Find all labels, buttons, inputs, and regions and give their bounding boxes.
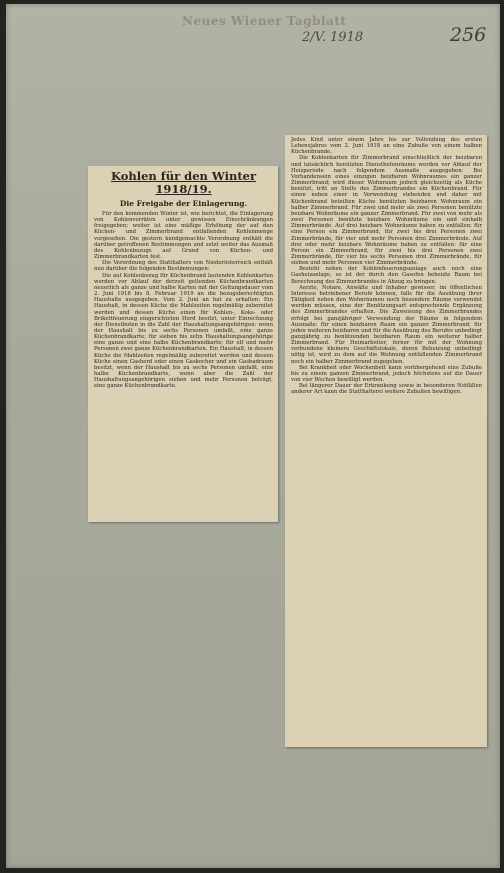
article-paragraph: Bei Krankheit oder Wochenbett kann vorübergehend eine Zubuße bis zu einem ganzen Zimmerbrand, jedoch höchstens auf die Dauer von vier Wochen bewilligt werden. [291,364,482,384]
right-newspaper-clipping [285,135,487,747]
article-paragraph: Die Verordnung des Statthalters von Niederösterreich enthält nun darüber die folgenden Bestimmungen: [94,260,273,273]
article-paragraph: Jedes Kind unter einem Jahre bis zur Vollendung des ersten Lebensjahres vom 2. Juni 1918 an eine Zubuße von einem halben Küchenbrande. [291,137,482,156]
article-subtitle: Die Freigabe der Einlagerung. [119,199,248,208]
article-paragraph: Für den kommenden Winter ist, wie berichtet, die Einlagerung von Kohlenvorräten unter gewissen Einschränkungen freigegeben; weiter ist eine mäßige Erhöhung der auf den Küchen- und Zimmerbrand entfallenden Kohlenmenge vorgesehen. Die gestern kundgemachte Verordnung enthält die darüber getroffenen Bestimmungen und setzt weiter das Ausmaß des Kohlenbezugs auf Grund von Küchen- und Zimmerbrandkarten fest. [94,211,273,261]
newspaper-stamp: Neues Wiener Tagblatt [182,14,347,28]
archive-sheet [6,4,500,868]
article-paragraph: Die auf Kohlenbezug für Küchenbrand lautenden Kohlenkarten werden vor Ablauf der derzeit geltenden Küchenbrandkarten neuerlich als ganze und halbe Karten mit der Geltungsdauer vom 2. Juni 1918 bis 8. Februar 1919 an die bezugsberechtigten Haushalte ausgegeben. Vom 2. Juni an hat zu erhalten: Ein Haushalt, in dessen Küche die Mahlzeiten regelmäßig zubereitet werden und dessen Küche einen für Kohlen-, Koks- oder Brikettfeuerung eingerichteten Herd besitzt, unter Einrechnung der Dienstboten in die Zahl der Haushaltungsangehörigen: wenn der Haushalt bis zu sechs Personen umfaßt, eine ganze Küchenbrandkarte; für sieben bis zehn Haushaltungsangehörige eine ganze und eine halbe Küchenbrandkarte; für elf und mehr Personen zwei ganze Küchenbrandkarten. Ein Haushalt, in dessen Küche die Mahlzeiten regelmäßig zubereitet werden und dessen Küche einen Gasherd oder einen Gaskocher und ein Gasbadraum besitzt, wenn der Haushalt bis zu sechs Personen umfaßt, eine halbe Küchenbrandkarte, wenn aber die Zahl der Haushaltungsangehörigen sieben und mehr Personen beträgt, eine ganze Küchenbrandkarte. [94,272,273,390]
article-paragraph: Die Kohlenkarten für Zimmerbrand einschließlich der beizbaren und tatsächlich benützten Dienstbotenräume werden vor Ablauf der Heizperiode nach folgendem Ausmaße ausgegeben: Bei Vorhandensein eines einzigen beizbaren Wohnraumes ein ganzer Zimmerbrand; wird dieser Wohnraum jedoch gleichzeitig als Küche benützt, tritt an Stelle des Zimmerbrandes ein Küchenbrand. Für einen neben einer in Verwendung stehenden und daher mit Küchenbrand beteilten Küche benützten beizbaren Wohnraum ein halber Zimmerbrand. Für zwei und mehr als zwei Personen benützte beizbare Wohnräume ein ganzer Zimmerbrand. Für zwei von mehr als zwei Personen benützte beizbare Wohnräume ein und einhalb Zimmerbrände. Auf drei beizbare Wohnräume haben zu entfallen: für eine Person ein Zimmerbrand, für zwei bis drei Personen zwei Zimmerbrände, für vier und mehr Personen drei Zimmerbrände. Auf drei oder mehr beizbare Wohnräume haben zu entfallen: für eine Person ein Zimmerbrand, für zwei bis drei Personen zwei Zimmerbrände, für vier bis sechs Personen drei Zimmerbrände, für sieben und mehr Personen vier Zimmerbrände. [291,155,482,267]
left-newspaper-clipping [88,166,278,522]
handwritten-page-number: 256 [450,24,487,46]
article-paragraph: Aerzte, Notare, Anwälte und Inhaber gewisser, im öffentlichen Interesse betriebener Berufe können, falls für die Ausübung ihrer Tätigkeit neben den Wohnräumen noch besondere Räume verwendet werden müssen, eine der Benützungsart entsprechende Ergänzung des Zimmerbrandes erhalten. Die Zuweisung des Zimmerbrandes erfolgt bei ganzjähriger Verwendung der Räume in folgendem Ausmaße: für einen beizbaren Raum ein ganzer Zimmerbrand; für jeden weiteren beizbaren und für die Ausübung des Berufes unbedingt ganzjährig zu benützenden beizbaren Raum ein weiterer halber Zimmerbrand. Für Heimarbeiter, ferner für mit der Wohnung verbundene kleinere Geschäftslokale, deren Beheizung unbedingt nötig ist, wird zu dem auf die Wohnung entfallenden Zimmerbrand noch ein halber Zimmerbrand zugegeben. [291,284,482,365]
article-paragraph: Bei längerer Dauer der Erkrankung sowie in besonderen Notfällen anderer Art kann die Statthalterei weitere Zubußen bewilligen. [291,383,482,396]
article-title: Kohlen für den Winter 1918/19. [110,169,257,196]
handwritten-date: 2/V. 1918 [302,30,364,45]
article-paragraph: Besteht neben der Kohlenfeuerungsanlage auch noch eine Gasheizanlage, so ist der durch den Gasofen beheizte Raum bei Berechnung des Zimmerbrandes in Abzug zu bringen. [291,266,482,285]
